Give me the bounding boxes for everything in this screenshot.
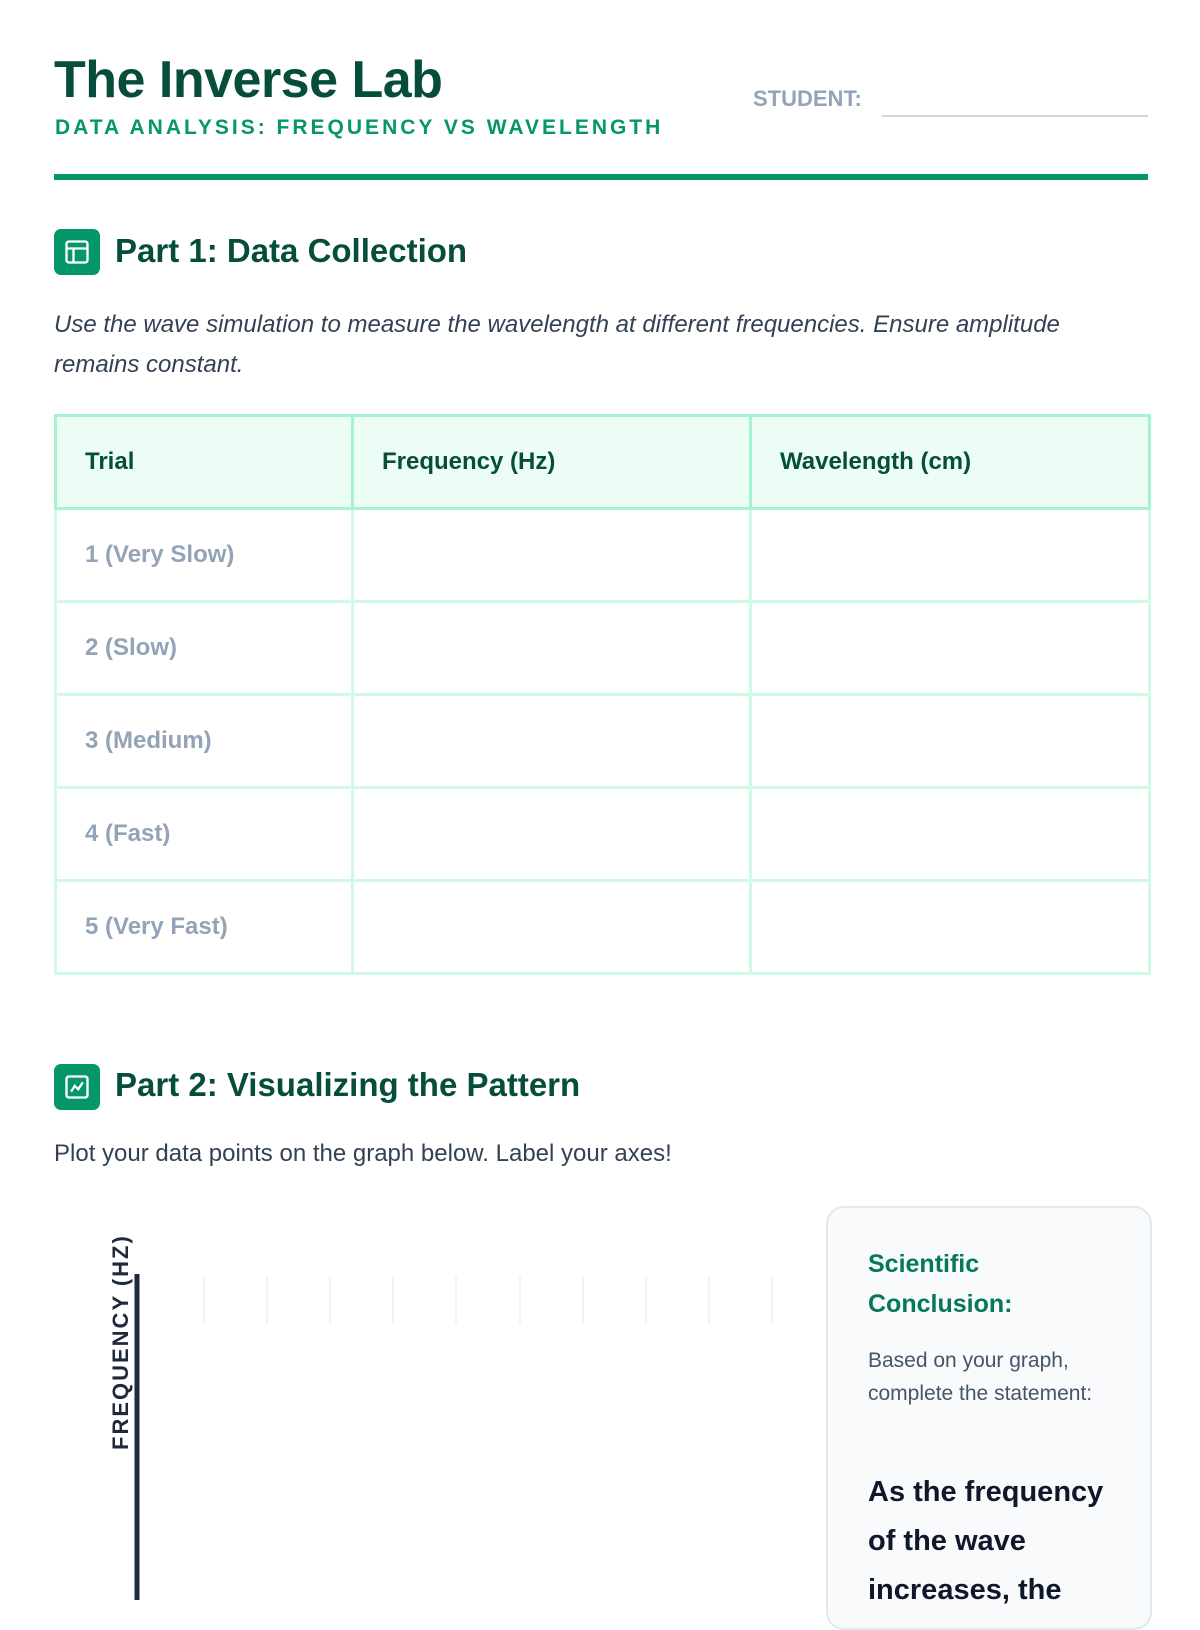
conclusion-statement: As the frequency of the wave increases, the (868, 1476, 1104, 1606)
section-title-visualizing: Part 2: Visualizing the Pattern (115, 1066, 581, 1103)
section-title-data-collection: Part 1: Data Collection (115, 232, 468, 269)
student-name-field[interactable] (882, 115, 1148, 117)
conclusion-instructions: Based on your graph, complete the statement: (868, 1349, 1093, 1405)
column-header-trial: Trial (56, 416, 353, 509)
table-row (56, 602, 1150, 695)
header-divider (54, 174, 1148, 180)
table-row (56, 881, 1150, 974)
trial-cell: 4 (Fast) (56, 788, 353, 881)
page-title: The Inverse Lab (54, 51, 443, 109)
conclusion-title: Scientific Conclusion: (868, 1250, 1013, 1318)
graph-instructions: Plot your data points on the graph below. Label your axes! (54, 1140, 672, 1167)
data-collection-instructions: Use the wave simulation to measure the wavelength at different frequencies. Ensure amplitude remains constant. (54, 311, 1060, 378)
frequency-cell[interactable] (353, 881, 751, 974)
frequency-cell[interactable] (353, 602, 751, 695)
frequency-cell[interactable] (353, 695, 751, 788)
frequency-cell[interactable] (353, 509, 751, 602)
column-header-wavelength: Wavelength (cm) (751, 416, 1150, 509)
wavelength-cell[interactable] (751, 881, 1150, 974)
blank-graph[interactable] (54, 1200, 794, 1600)
table-row (56, 788, 1150, 881)
conclusion-card (826, 1206, 1152, 1630)
graph-gridlines (204, 1277, 772, 1324)
data-table (54, 414, 1151, 975)
table-header-row (56, 416, 1150, 509)
student-label: STUDENT: (753, 86, 862, 111)
trial-cell: 2 (Slow) (56, 602, 353, 695)
wavelength-cell[interactable] (751, 695, 1150, 788)
table-row (56, 509, 1150, 602)
trial-cell: 5 (Very Fast) (56, 881, 353, 974)
chart-icon (54, 1064, 100, 1110)
wavelength-cell[interactable] (751, 509, 1150, 602)
table-icon (54, 229, 100, 275)
table-row (56, 695, 1150, 788)
column-header-frequency: Frequency (Hz) (353, 416, 751, 509)
y-axis-label: FREQUENCY (HZ) (108, 1234, 133, 1450)
wavelength-cell[interactable] (751, 602, 1150, 695)
page-subtitle: DATA ANALYSIS: FREQUENCY VS WAVELENGTH (55, 116, 664, 139)
trial-cell: 1 (Very Slow) (56, 509, 353, 602)
frequency-cell[interactable] (353, 788, 751, 881)
trial-cell: 3 (Medium) (56, 695, 353, 788)
wavelength-cell[interactable] (751, 788, 1150, 881)
